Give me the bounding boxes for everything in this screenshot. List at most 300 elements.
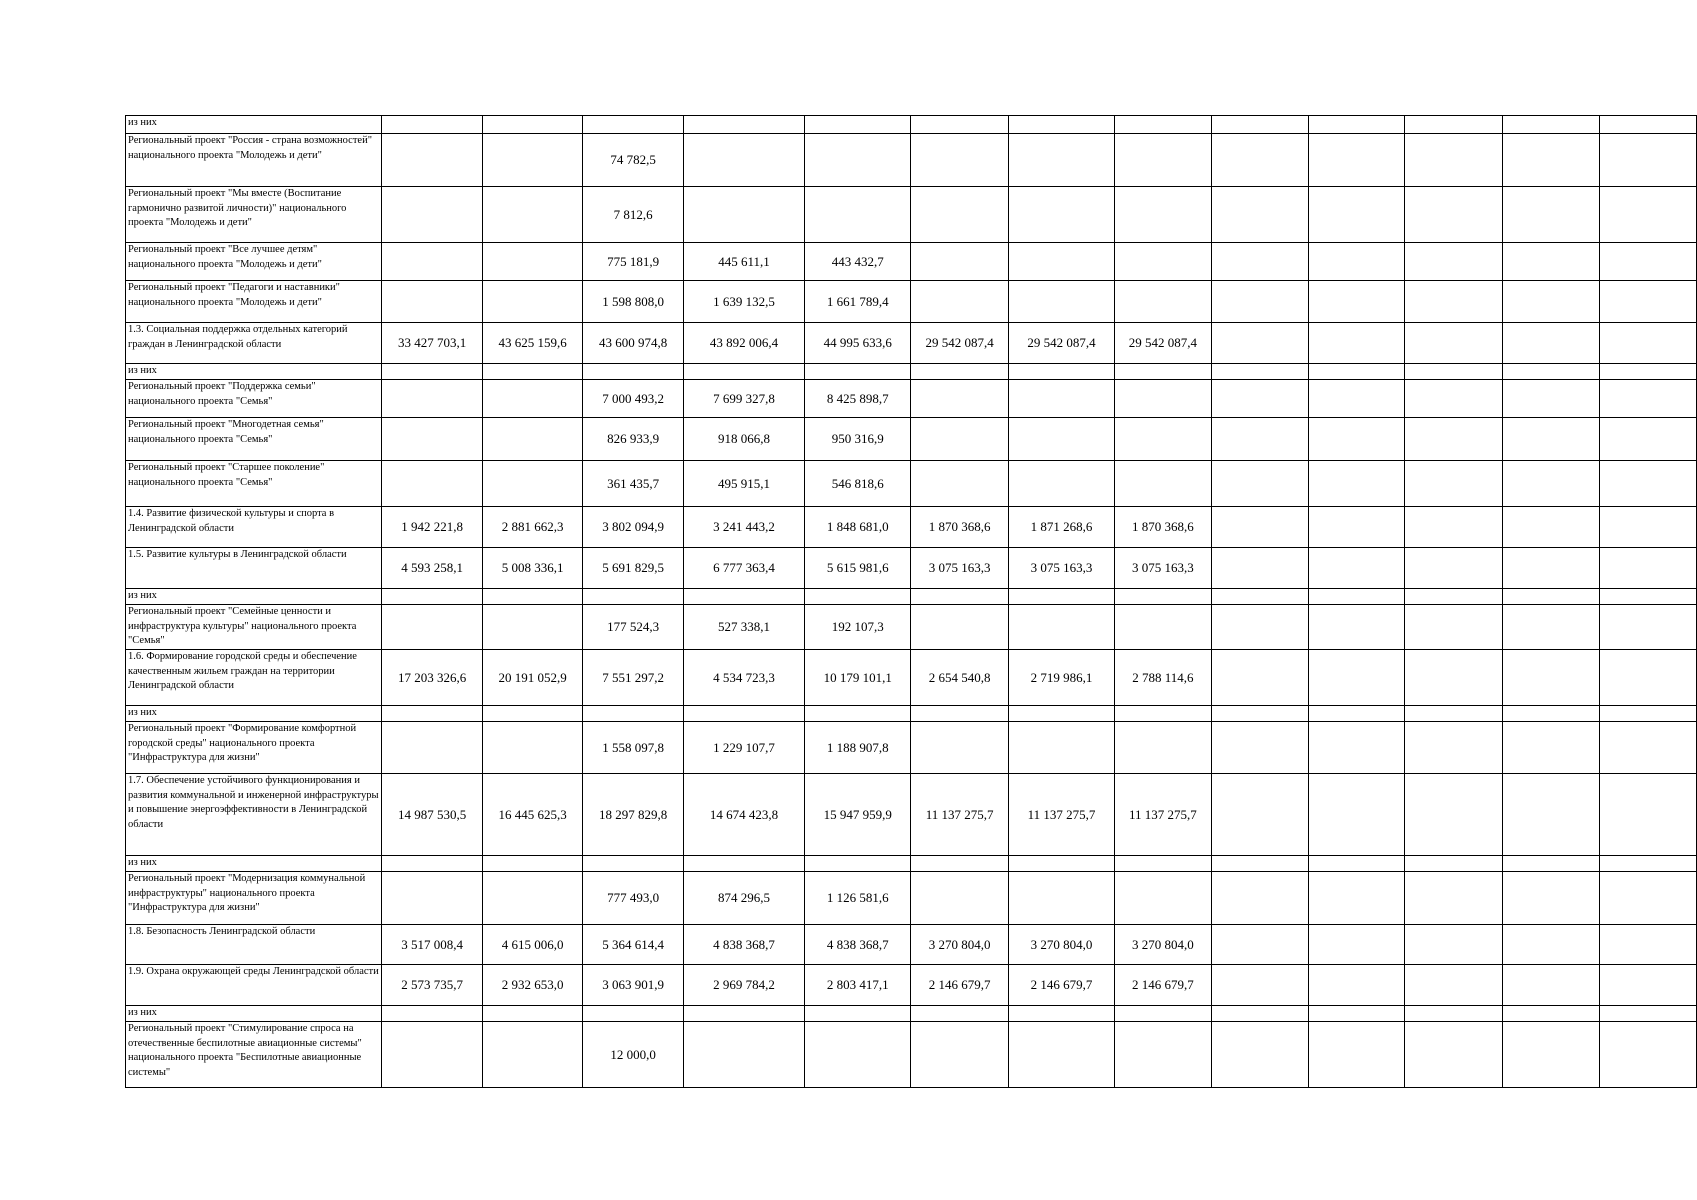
value-cell: 4 838 368,7 (805, 925, 911, 965)
value-cell (1211, 872, 1308, 925)
value-cell (382, 116, 482, 134)
value-cell (1308, 323, 1405, 364)
row-label: Региональный проект "Поддержка семьи" национального проекта "Семья" (126, 380, 382, 418)
value-cell: 1 188 907,8 (805, 722, 911, 774)
value-cell (482, 281, 582, 323)
value-cell (1211, 507, 1308, 548)
value-cell (1115, 1022, 1212, 1088)
value-cell (482, 364, 582, 380)
value-cell (1600, 461, 1697, 507)
value-cell: 5 364 614,4 (583, 925, 683, 965)
value-cell: 7 812,6 (583, 187, 683, 243)
value-cell (583, 364, 683, 380)
value-cell (1308, 856, 1405, 872)
value-cell: 14 987 530,5 (382, 774, 482, 856)
value-cell (1405, 774, 1503, 856)
value-cell (911, 380, 1009, 418)
value-cell (1600, 925, 1697, 965)
value-cell (1308, 418, 1405, 461)
value-cell (1503, 461, 1600, 507)
value-cell: 16 445 625,3 (482, 774, 582, 856)
value-cell (1503, 380, 1600, 418)
value-cell: 18 297 829,8 (583, 774, 683, 856)
value-cell (1405, 116, 1503, 134)
value-cell (1211, 589, 1308, 605)
value-cell: 43 892 006,4 (683, 323, 804, 364)
value-cell (382, 281, 482, 323)
value-cell (1600, 1022, 1697, 1088)
value-cell (911, 243, 1009, 281)
value-cell (382, 1006, 482, 1022)
value-cell: 192 107,3 (805, 605, 911, 650)
value-cell: 2 146 679,7 (1008, 965, 1114, 1006)
value-cell: 3 075 163,3 (1008, 548, 1114, 589)
value-cell (911, 706, 1009, 722)
value-cell: 43 625 159,6 (482, 323, 582, 364)
row-label: из них (126, 364, 382, 380)
value-cell: 3 063 901,9 (583, 965, 683, 1006)
value-cell (1211, 1006, 1308, 1022)
value-cell (382, 364, 482, 380)
value-cell (583, 116, 683, 134)
value-cell: 1 661 789,4 (805, 281, 911, 323)
value-cell (805, 1006, 911, 1022)
value-cell (1115, 872, 1212, 925)
value-cell (1600, 134, 1697, 187)
value-cell (911, 418, 1009, 461)
table-row (126, 380, 1697, 418)
value-cell: 43 600 974,8 (583, 323, 683, 364)
value-cell: 2 803 417,1 (805, 965, 911, 1006)
value-cell (1211, 281, 1308, 323)
value-cell (583, 589, 683, 605)
value-cell (482, 722, 582, 774)
value-cell (482, 872, 582, 925)
value-cell (683, 134, 804, 187)
value-cell (1503, 116, 1600, 134)
value-cell (1405, 605, 1503, 650)
table-row (126, 605, 1697, 650)
value-cell: 546 818,6 (805, 461, 911, 507)
value-cell: 918 066,8 (683, 418, 804, 461)
value-cell (1308, 722, 1405, 774)
value-cell (1211, 722, 1308, 774)
value-cell: 5 008 336,1 (482, 548, 582, 589)
value-cell (1211, 323, 1308, 364)
value-cell (382, 461, 482, 507)
row-label: из них (126, 706, 382, 722)
value-cell (1503, 1022, 1600, 1088)
value-cell (683, 706, 804, 722)
value-cell (1405, 323, 1503, 364)
value-cell (1211, 965, 1308, 1006)
value-cell: 7 551 297,2 (583, 650, 683, 706)
value-cell: 177 524,3 (583, 605, 683, 650)
value-cell (1503, 774, 1600, 856)
value-cell (805, 364, 911, 380)
value-cell: 3 270 804,0 (1115, 925, 1212, 965)
value-cell (1405, 187, 1503, 243)
value-cell (1308, 548, 1405, 589)
value-cell (1600, 722, 1697, 774)
value-cell (382, 134, 482, 187)
value-cell (1008, 1006, 1114, 1022)
value-cell (1308, 706, 1405, 722)
table-row (126, 650, 1697, 706)
row-label: Региональный проект "Россия - страна возможностей" национального проекта "Молодежь и дети" (126, 134, 382, 187)
value-cell (382, 380, 482, 418)
value-cell (1503, 548, 1600, 589)
value-cell: 2 788 114,6 (1115, 650, 1212, 706)
table-row (126, 1006, 1697, 1022)
value-cell (683, 364, 804, 380)
value-cell (1503, 281, 1600, 323)
value-cell: 11 137 275,7 (1008, 774, 1114, 856)
value-cell (805, 187, 911, 243)
value-cell (1211, 364, 1308, 380)
value-cell (1308, 872, 1405, 925)
row-label: 1.9. Охрана окружающей среды Ленинградской области (126, 965, 382, 1006)
value-cell (482, 187, 582, 243)
value-cell (1308, 650, 1405, 706)
row-label: 1.4. Развитие физической культуры и спорта в Ленинградской области (126, 507, 382, 548)
value-cell: 3 075 163,3 (1115, 548, 1212, 589)
value-cell (911, 134, 1009, 187)
value-cell: 2 719 986,1 (1008, 650, 1114, 706)
value-cell (1308, 187, 1405, 243)
row-label: 1.6. Формирование городской среды и обеспечение качественным жильем граждан на территории Ленинградской области (126, 650, 382, 706)
value-cell: 33 427 703,1 (382, 323, 482, 364)
value-cell (1008, 364, 1114, 380)
table-row (126, 461, 1697, 507)
value-cell (1503, 965, 1600, 1006)
value-cell (1503, 706, 1600, 722)
value-cell (1405, 281, 1503, 323)
row-label: Региональный проект "Модернизация коммунальной инфраструктуры" национального проекта "Инфраструктура для жизни" (126, 872, 382, 925)
value-cell: 11 137 275,7 (1115, 774, 1212, 856)
value-cell (1405, 856, 1503, 872)
budget-table (125, 115, 1697, 1088)
value-cell (1503, 650, 1600, 706)
value-cell: 2 932 653,0 (482, 965, 582, 1006)
value-cell (683, 1022, 804, 1088)
value-cell (482, 461, 582, 507)
value-cell (1115, 364, 1212, 380)
value-cell (1600, 187, 1697, 243)
value-cell (683, 1006, 804, 1022)
value-cell (1503, 856, 1600, 872)
value-cell (1600, 380, 1697, 418)
table-row (126, 1022, 1697, 1088)
table-row (126, 281, 1697, 323)
value-cell (1405, 965, 1503, 1006)
value-cell (1115, 722, 1212, 774)
row-label: из них (126, 116, 382, 134)
value-cell (1308, 925, 1405, 965)
value-cell: 14 674 423,8 (683, 774, 804, 856)
value-cell (1115, 706, 1212, 722)
value-cell (1008, 872, 1114, 925)
value-cell (1308, 1006, 1405, 1022)
value-cell: 2 969 784,2 (683, 965, 804, 1006)
value-cell (1503, 364, 1600, 380)
value-cell (1308, 243, 1405, 281)
value-cell (1308, 774, 1405, 856)
value-cell (1211, 187, 1308, 243)
value-cell (1600, 706, 1697, 722)
value-cell (1115, 856, 1212, 872)
row-label: Региональный проект "Старшее поколение" национального проекта "Семья" (126, 461, 382, 507)
value-cell (1008, 589, 1114, 605)
value-cell: 3 241 443,2 (683, 507, 804, 548)
value-cell (1211, 380, 1308, 418)
value-cell (1503, 507, 1600, 548)
value-cell (1405, 650, 1503, 706)
value-cell (1211, 134, 1308, 187)
value-cell (1405, 548, 1503, 589)
value-cell (1308, 281, 1405, 323)
value-cell: 5 691 829,5 (583, 548, 683, 589)
table-row (126, 243, 1697, 281)
value-cell: 4 593 258,1 (382, 548, 482, 589)
value-cell (911, 1006, 1009, 1022)
value-cell (1503, 605, 1600, 650)
value-cell: 1 126 581,6 (805, 872, 911, 925)
row-label: из них (126, 856, 382, 872)
value-cell (1115, 243, 1212, 281)
value-cell (1115, 380, 1212, 418)
value-cell: 29 542 087,4 (1115, 323, 1212, 364)
value-cell (1211, 418, 1308, 461)
value-cell (1503, 187, 1600, 243)
value-cell: 3 802 094,9 (583, 507, 683, 548)
value-cell: 361 435,7 (583, 461, 683, 507)
value-cell: 1 870 368,6 (911, 507, 1009, 548)
value-cell (1503, 134, 1600, 187)
value-cell (583, 1006, 683, 1022)
value-cell (1600, 774, 1697, 856)
value-cell (482, 418, 582, 461)
value-cell (1405, 507, 1503, 548)
value-cell (482, 1022, 582, 1088)
value-cell (1600, 323, 1697, 364)
value-cell (1503, 872, 1600, 925)
value-cell (482, 116, 582, 134)
value-cell (911, 281, 1009, 323)
value-cell (1600, 1006, 1697, 1022)
value-cell: 5 615 981,6 (805, 548, 911, 589)
value-cell (482, 380, 582, 418)
row-label: Региональный проект "Формирование комфортной городской среды" национального проекта "Инфраструктура для жизни" (126, 722, 382, 774)
value-cell: 44 995 633,6 (805, 323, 911, 364)
value-cell (1211, 548, 1308, 589)
value-cell (1600, 856, 1697, 872)
value-cell: 11 137 275,7 (911, 774, 1009, 856)
value-cell (1308, 605, 1405, 650)
table-row (126, 548, 1697, 589)
table-row (126, 364, 1697, 380)
value-cell (1115, 1006, 1212, 1022)
value-cell (1600, 872, 1697, 925)
value-cell: 74 782,5 (583, 134, 683, 187)
value-cell (1308, 380, 1405, 418)
value-cell (1405, 1022, 1503, 1088)
value-cell (1308, 364, 1405, 380)
value-cell: 7 000 493,2 (583, 380, 683, 418)
table-row (126, 134, 1697, 187)
value-cell (1600, 589, 1697, 605)
value-cell (911, 187, 1009, 243)
table-row (126, 722, 1697, 774)
table-row (126, 507, 1697, 548)
value-cell (1503, 243, 1600, 281)
value-cell (1115, 461, 1212, 507)
value-cell (1600, 650, 1697, 706)
value-cell (1211, 706, 1308, 722)
table-row (126, 187, 1697, 243)
table-row (126, 856, 1697, 872)
value-cell (482, 856, 582, 872)
value-cell (911, 856, 1009, 872)
budget-table-body (126, 116, 1697, 1088)
table-row (126, 418, 1697, 461)
value-cell (1405, 1006, 1503, 1022)
value-cell (805, 706, 911, 722)
row-label: из них (126, 589, 382, 605)
value-cell (1115, 418, 1212, 461)
value-cell (1115, 589, 1212, 605)
value-cell (911, 1022, 1009, 1088)
value-cell (911, 364, 1009, 380)
value-cell (911, 116, 1009, 134)
value-cell (1405, 722, 1503, 774)
value-cell: 777 493,0 (583, 872, 683, 925)
row-label: Региональный проект "Стимулирование спроса на отечественные беспилотные авиационные системы" национального проекта "Беспилотные авиационные системы" (126, 1022, 382, 1088)
value-cell: 527 338,1 (683, 605, 804, 650)
row-label: Региональный проект "Многодетная семья" национального проекта "Семья" (126, 418, 382, 461)
value-cell: 10 179 101,1 (805, 650, 911, 706)
value-cell (1405, 380, 1503, 418)
value-cell (382, 856, 482, 872)
value-cell (1008, 1022, 1114, 1088)
value-cell (1308, 116, 1405, 134)
value-cell: 1 229 107,7 (683, 722, 804, 774)
value-cell (1405, 461, 1503, 507)
value-cell (1308, 965, 1405, 1006)
value-cell (1211, 1022, 1308, 1088)
value-cell (911, 589, 1009, 605)
value-cell: 4 838 368,7 (683, 925, 804, 965)
value-cell (1600, 281, 1697, 323)
value-cell (1600, 507, 1697, 548)
value-cell (1600, 965, 1697, 1006)
value-cell (1405, 134, 1503, 187)
value-cell (382, 418, 482, 461)
value-cell (1115, 187, 1212, 243)
value-cell (482, 243, 582, 281)
value-cell (1008, 134, 1114, 187)
value-cell: 775 181,9 (583, 243, 683, 281)
value-cell: 6 777 363,4 (683, 548, 804, 589)
table-row (126, 965, 1697, 1006)
value-cell (482, 134, 582, 187)
value-cell (1008, 418, 1114, 461)
value-cell (1211, 243, 1308, 281)
table-row (126, 925, 1697, 965)
value-cell: 950 316,9 (805, 418, 911, 461)
value-cell (1503, 323, 1600, 364)
value-cell (1211, 925, 1308, 965)
value-cell (1008, 380, 1114, 418)
value-cell (1600, 243, 1697, 281)
value-cell: 3 075 163,3 (911, 548, 1009, 589)
value-cell (482, 589, 582, 605)
value-cell: 1 848 681,0 (805, 507, 911, 548)
value-cell: 15 947 959,9 (805, 774, 911, 856)
value-cell (1308, 1022, 1405, 1088)
value-cell (911, 461, 1009, 507)
value-cell (583, 706, 683, 722)
value-cell (1008, 706, 1114, 722)
value-cell (1600, 116, 1697, 134)
value-cell (583, 856, 683, 872)
row-label: Региональный проект "Семейные ценности и инфраструктура культуры" национального проекта "Семья" (126, 605, 382, 650)
value-cell (805, 116, 911, 134)
value-cell: 443 432,7 (805, 243, 911, 281)
table-row (126, 589, 1697, 605)
value-cell (683, 589, 804, 605)
value-cell (482, 605, 582, 650)
value-cell (911, 605, 1009, 650)
value-cell (382, 722, 482, 774)
value-cell (382, 187, 482, 243)
value-cell (1211, 461, 1308, 507)
value-cell (1008, 243, 1114, 281)
value-cell (1503, 418, 1600, 461)
row-label: Региональный проект "Педагоги и наставники" национального проекта "Молодежь и дети" (126, 281, 382, 323)
value-cell (1115, 134, 1212, 187)
value-cell (1008, 187, 1114, 243)
row-label: 1.5. Развитие культуры в Ленинградской области (126, 548, 382, 589)
value-cell: 1 598 808,0 (583, 281, 683, 323)
value-cell: 29 542 087,4 (911, 323, 1009, 364)
value-cell (1008, 461, 1114, 507)
value-cell: 1 871 268,6 (1008, 507, 1114, 548)
value-cell (1405, 872, 1503, 925)
value-cell: 3 517 008,4 (382, 925, 482, 965)
row-label: Региональный проект "Все лучшее детям" национального проекта "Молодежь и дети" (126, 243, 382, 281)
value-cell (1503, 589, 1600, 605)
value-cell (1008, 856, 1114, 872)
value-cell: 4 534 723,3 (683, 650, 804, 706)
value-cell (1405, 243, 1503, 281)
value-cell (1115, 116, 1212, 134)
value-cell (1211, 605, 1308, 650)
value-cell (1115, 605, 1212, 650)
value-cell (1008, 722, 1114, 774)
table-row (126, 116, 1697, 134)
value-cell (1308, 589, 1405, 605)
value-cell (1600, 605, 1697, 650)
value-cell (382, 706, 482, 722)
value-cell (1600, 364, 1697, 380)
value-cell (805, 589, 911, 605)
value-cell (1211, 774, 1308, 856)
value-cell: 8 425 898,7 (805, 380, 911, 418)
value-cell: 20 191 052,9 (482, 650, 582, 706)
value-cell (482, 706, 582, 722)
value-cell (683, 856, 804, 872)
